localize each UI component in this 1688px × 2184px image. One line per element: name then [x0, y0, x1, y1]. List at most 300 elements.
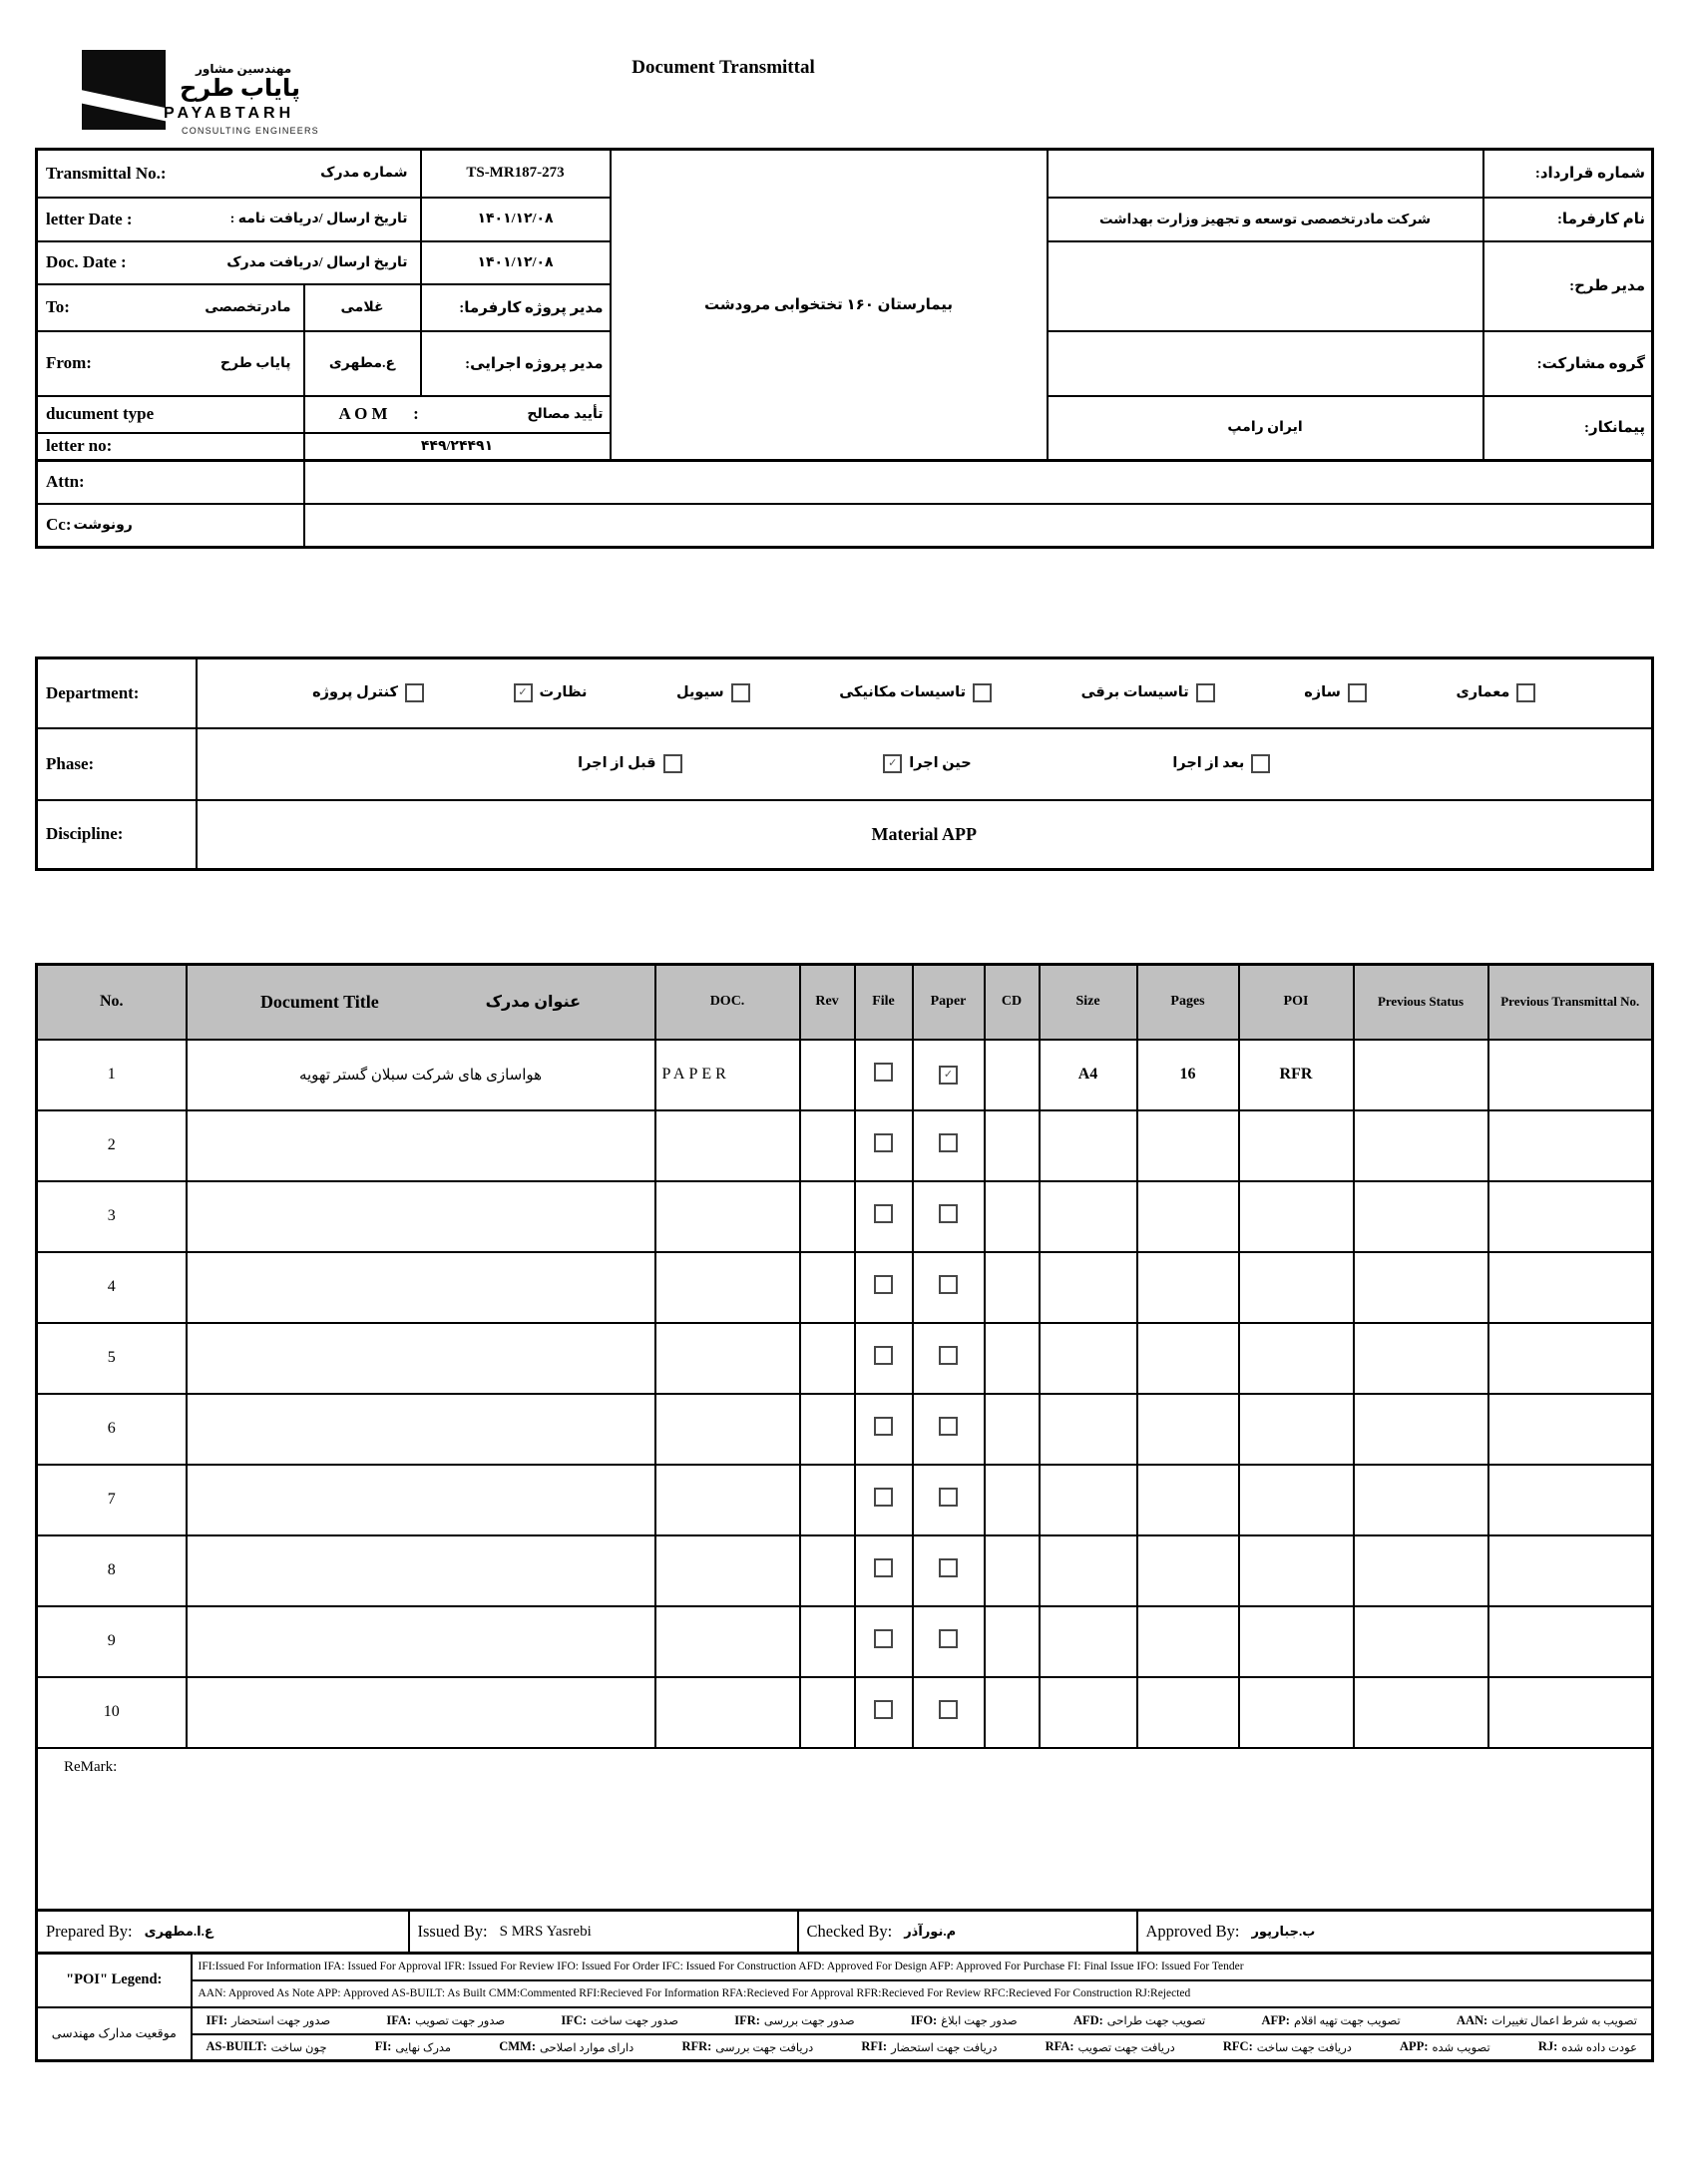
row-prev-status	[1354, 1465, 1488, 1535]
col-header-title-fa: عنوان مدرک	[485, 994, 582, 1012]
row-file-cell	[855, 1323, 913, 1394]
row-size	[1040, 1606, 1137, 1677]
legend-item-ifc	[561, 2013, 678, 2028]
client-pm-name: غلامی	[304, 284, 421, 331]
dept-option-label: سیویل	[676, 684, 724, 701]
row-cd	[985, 1394, 1040, 1465]
dept-option-label: کنترل پروژه	[312, 684, 398, 701]
col-header-title	[187, 965, 655, 1040]
doc-type-code: A O M :	[338, 404, 419, 423]
col-header-doc: DOC.	[655, 965, 800, 1040]
attn-label: Attn:	[46, 472, 85, 492]
row-cd	[985, 1323, 1040, 1394]
doc-date-label-cell	[37, 241, 421, 284]
row-doc	[655, 1181, 800, 1252]
cc-label: Cc:	[46, 515, 72, 535]
checkbox[interactable]	[874, 1346, 893, 1365]
letter-date-value: ۱۴۰۱/۱۲/۰۸	[421, 198, 611, 241]
checkbox[interactable]	[1196, 683, 1215, 702]
dept-option-civil	[676, 683, 750, 702]
row-rev	[800, 1323, 855, 1394]
doc-date-label-en: Doc. Date :	[46, 252, 127, 271]
col-header-pages: Pages	[1137, 965, 1239, 1040]
checkbox[interactable]	[731, 683, 750, 702]
checkbox[interactable]	[874, 1275, 893, 1294]
legend-item-afp	[1261, 2013, 1400, 2028]
row-pages	[1137, 1252, 1239, 1323]
legend-code: AFD:	[1072, 2012, 1103, 2027]
row-doc	[655, 1606, 800, 1677]
checked-by-label: Checked By:	[806, 1922, 893, 1941]
legend-text: صدور جهت تصویب	[415, 2015, 506, 2027]
row-prev-status	[1354, 1535, 1488, 1606]
letter-date-label-cell	[37, 198, 421, 241]
row-prev-transmittal	[1488, 1465, 1653, 1535]
dept-option-label: تاسیسات مکانیکی	[839, 684, 967, 701]
checkbox[interactable]	[939, 1204, 958, 1223]
row-pages	[1137, 1606, 1239, 1677]
signatures-row	[35, 1909, 1654, 1955]
legend-text: دریافت جهت تصویب	[1077, 2041, 1175, 2054]
contract-no-value	[1048, 150, 1483, 198]
legend-text: دارای موارد اصلاحی	[540, 2041, 634, 2054]
doc-date-value: ۱۴۰۱/۱۲/۰۸	[421, 241, 611, 284]
checkbox[interactable]	[939, 1275, 958, 1294]
row-prev-transmittal	[1488, 1535, 1653, 1606]
legend-code: RFI:	[861, 2039, 888, 2054]
legend-item-ifi	[207, 2013, 331, 2028]
letter-no-label: letter no:	[46, 436, 113, 456]
row-doc	[655, 1252, 800, 1323]
row-no: 8	[37, 1535, 187, 1606]
dept-option-label: معماری	[1456, 684, 1510, 701]
from-label: From:	[46, 353, 92, 372]
dept-option-electrical	[1081, 683, 1215, 702]
legend-item-ifr	[734, 2013, 854, 2028]
dept-option-label: نظارت	[539, 684, 588, 701]
legend-code: IFR:	[734, 2012, 760, 2027]
row-rev	[800, 1040, 855, 1110]
row-title	[187, 1110, 655, 1181]
row-file-cell	[855, 1465, 913, 1535]
partnership-value	[1048, 331, 1483, 396]
row-prev-status	[1354, 1323, 1488, 1394]
checkbox[interactable]	[1251, 754, 1270, 773]
remark-cell	[37, 1748, 1653, 1911]
row-paper-cell	[913, 1110, 985, 1181]
legend-text: صدور جهت استحضار	[231, 2015, 331, 2027]
row-no: 6	[37, 1394, 187, 1465]
approved-by-cell	[1137, 1911, 1653, 1954]
checkbox[interactable]	[874, 1063, 893, 1082]
row-title	[187, 1677, 655, 1748]
issued-by-cell	[409, 1911, 798, 1954]
fa-legend-line2	[192, 2034, 1653, 2061]
legend-code: RFR:	[681, 2039, 712, 2054]
row-file-cell	[855, 1394, 913, 1465]
legend-text: صدور جهت ساخت	[591, 2015, 678, 2027]
dept-option-mechanical	[839, 683, 992, 702]
checkbox[interactable]	[939, 1629, 958, 1648]
checkbox[interactable]	[663, 754, 682, 773]
row-title	[187, 1252, 655, 1323]
legend-text: تصویب جهت طراحی	[1106, 2015, 1206, 2027]
transmittal-info-table	[35, 148, 1654, 549]
documents-table	[35, 963, 1654, 1912]
discipline-value: Material APP	[197, 800, 1653, 870]
client-name-label: نام کارفرما:	[1483, 198, 1653, 241]
phase-option-label: بعد از اجرا	[1172, 755, 1245, 771]
legend-code: APP:	[1400, 2039, 1429, 2054]
phase-options-cell	[197, 728, 1653, 800]
legend-item-rj	[1538, 2039, 1637, 2054]
from-value: پایاب طرح	[219, 355, 291, 371]
cc-label-cell	[37, 504, 304, 548]
row-file-cell	[855, 1252, 913, 1323]
department-label: Department:	[37, 658, 197, 728]
legend-code: AFP:	[1261, 2012, 1290, 2027]
row-size	[1040, 1465, 1137, 1535]
legend-code: RFA:	[1045, 2039, 1074, 2054]
from-cell	[37, 331, 304, 396]
row-title	[187, 1323, 655, 1394]
row-prev-status	[1354, 1606, 1488, 1677]
logo-en-name: PAYABTARH	[164, 105, 295, 122]
row-prev-transmittal	[1488, 1394, 1653, 1465]
checkbox[interactable]	[874, 1204, 893, 1223]
row-pages	[1137, 1394, 1239, 1465]
legend-text: دریافت جهت ساخت	[1256, 2041, 1352, 2054]
legend-item-rfr	[681, 2039, 813, 2054]
dept-option-supervision	[514, 683, 588, 702]
table-row	[37, 1535, 1653, 1606]
legend-text: صدور جهت ابلاغ	[941, 2015, 1018, 2027]
row-prev-status	[1354, 1040, 1488, 1110]
table-row	[37, 1181, 1653, 1252]
legend-code: IFI:	[206, 2012, 228, 2027]
dept-option-label: سازه	[1304, 684, 1341, 701]
row-poi	[1239, 1677, 1354, 1748]
row-file-cell	[855, 1535, 913, 1606]
legend-item-asbuilt	[207, 2039, 327, 2054]
row-title	[187, 1394, 655, 1465]
col-header-no: No.	[37, 965, 187, 1040]
row-rev	[800, 1465, 855, 1535]
checkbox[interactable]	[939, 1346, 958, 1365]
legend-code: RFC:	[1222, 2039, 1253, 2054]
doc-type-label-cell	[37, 396, 304, 433]
row-rev	[800, 1606, 855, 1677]
legend-code: IFA:	[386, 2012, 412, 2027]
doc-type-value-cell	[304, 396, 611, 433]
poi-legend-line2: AAN: Approved As Note APP: Approved AS-BUILT: As Built CMM:Commented RFI:Recieved For Information RFA:Recieved For Approval RFR:Recieved For Review RFC:Recieved For Construction RJ:Rejected	[192, 1980, 1653, 2007]
row-rev	[800, 1181, 855, 1252]
row-doc	[655, 1394, 800, 1465]
col-header-file: File	[855, 965, 913, 1040]
row-title	[187, 1535, 655, 1606]
prepared-by-label: Prepared By:	[46, 1922, 133, 1941]
table-row	[37, 1606, 1653, 1677]
legend-text: دریافت جهت بررسی	[715, 2041, 814, 2054]
legend-text: چون ساخت	[270, 2041, 327, 2054]
checkbox[interactable]	[973, 683, 992, 702]
row-poi	[1239, 1606, 1354, 1677]
row-pages: 16	[1137, 1040, 1239, 1110]
table-row	[37, 1040, 1653, 1110]
row-prev-status	[1354, 1181, 1488, 1252]
logo-fa-name: پایاب طرح	[180, 76, 300, 102]
checked-by-cell	[798, 1911, 1137, 1954]
checkbox[interactable]	[874, 1629, 893, 1648]
dept-option-label: تاسیسات برقی	[1080, 684, 1189, 701]
doc-type-fa: تأیید مصالح	[527, 406, 604, 422]
col-header-title-en: Document Title	[259, 991, 379, 1012]
dept-option-architecture	[1456, 683, 1535, 702]
phase-label: Phase:	[37, 728, 197, 800]
row-prev-status	[1354, 1677, 1488, 1748]
row-title	[187, 1181, 655, 1252]
col-header-prev-status: Previous Status	[1354, 965, 1488, 1040]
row-paper-cell	[913, 1394, 985, 1465]
doc-type-label: ducument type	[46, 404, 155, 423]
row-size	[1040, 1110, 1137, 1181]
row-rev	[800, 1252, 855, 1323]
prepared-by-cell	[37, 1911, 409, 1954]
col-header-rev: Rev	[800, 965, 855, 1040]
row-prev-transmittal	[1488, 1606, 1653, 1677]
checkbox[interactable]	[1348, 683, 1367, 702]
legend-item-app	[1400, 2039, 1490, 2054]
row-rev	[800, 1677, 855, 1748]
contract-no-label: شماره قرارداد:	[1483, 150, 1653, 198]
table-row	[37, 1465, 1653, 1535]
row-file-cell	[855, 1606, 913, 1677]
row-prev-transmittal	[1488, 1040, 1653, 1110]
legend-table	[35, 1952, 1654, 2062]
row-size	[1040, 1323, 1137, 1394]
row-paper-cell	[913, 1040, 985, 1110]
executive-pm-name: ع.مطهری	[304, 331, 421, 396]
checkbox[interactable]	[939, 1558, 958, 1577]
row-size: A4	[1040, 1040, 1137, 1110]
row-prev-transmittal	[1488, 1677, 1653, 1748]
client-name-value: شرکت مادرتخصصی توسعه و تجهیز وزارت بهداشت	[1048, 198, 1483, 241]
row-pages	[1137, 1677, 1239, 1748]
row-paper-cell	[913, 1606, 985, 1677]
legend-item-ifo	[911, 2013, 1018, 2028]
row-rev	[800, 1535, 855, 1606]
row-paper-cell	[913, 1465, 985, 1535]
row-file-cell	[855, 1040, 913, 1110]
row-poi	[1239, 1110, 1354, 1181]
issued-by-name: S MRS Yasrebi	[499, 1923, 592, 1940]
row-cd	[985, 1110, 1040, 1181]
project-name: بیمارستان ۱۶۰ تختخوابی مرودشت	[611, 150, 1048, 461]
row-file-cell	[855, 1110, 913, 1181]
row-no: 1	[37, 1040, 187, 1110]
checkbox[interactable]: ✓	[883, 754, 902, 773]
row-doc	[655, 1465, 800, 1535]
checkbox[interactable]	[939, 1488, 958, 1507]
row-rev	[800, 1394, 855, 1465]
legend-code: FI:	[374, 2039, 392, 2054]
legend-item-rfa	[1046, 2039, 1175, 2054]
table-row	[37, 1677, 1653, 1748]
row-pages	[1137, 1465, 1239, 1535]
row-prev-transmittal	[1488, 1181, 1653, 1252]
remark-label: ReMark:	[64, 1758, 118, 1775]
table-row	[37, 1323, 1653, 1394]
row-pages	[1137, 1110, 1239, 1181]
phase-option-during	[883, 754, 971, 773]
row-prev-transmittal	[1488, 1323, 1653, 1394]
fa-legend-label: موقعیت مدارک مهندسی	[37, 2007, 192, 2061]
row-size	[1040, 1181, 1137, 1252]
doc-date-label-fa: تاریخ ارسال /دریافت مدرک	[226, 254, 408, 270]
row-no: 7	[37, 1465, 187, 1535]
logo-fa-tagline: مهندسین مشاور	[196, 62, 292, 76]
row-pages	[1137, 1181, 1239, 1252]
row-title	[187, 1465, 655, 1535]
design-manager-label: مدیر طرح:	[1483, 241, 1653, 331]
legend-text: تصویب به شرط اعمال تغییرات	[1491, 2015, 1637, 2027]
legend-code: IFC:	[561, 2012, 588, 2027]
contractor-value: ایران رامپ	[1048, 396, 1483, 461]
prepared-by-name: ع.ا.مطهری	[144, 1924, 213, 1939]
transmittal-no-label-fa: شماره مدرک	[320, 166, 408, 182]
checkbox[interactable]: ✓	[514, 683, 533, 702]
legend-item-afd	[1073, 2013, 1205, 2028]
row-no: 2	[37, 1110, 187, 1181]
row-cd	[985, 1040, 1040, 1110]
legend-code: RJ:	[1537, 2039, 1558, 2054]
phase-option-label: حین اجرا	[909, 755, 972, 771]
approved-by-label: Approved By:	[1145, 1922, 1240, 1941]
page-title: Document Transmittal	[632, 57, 815, 78]
to-label: To:	[46, 297, 70, 316]
table-row	[37, 1394, 1653, 1465]
row-prev-status	[1354, 1394, 1488, 1465]
legend-item-rfi	[861, 2039, 997, 2054]
row-poi	[1239, 1181, 1354, 1252]
fa-legend-line1	[192, 2007, 1653, 2034]
table-row	[37, 1252, 1653, 1323]
legend-text: صدور جهت بررسی	[763, 2015, 855, 2027]
row-no: 4	[37, 1252, 187, 1323]
legend-text: تصویب جهت تهیه اقلام	[1293, 2015, 1401, 2027]
row-size	[1040, 1252, 1137, 1323]
legend-code: IFO:	[910, 2012, 938, 2027]
row-no: 10	[37, 1677, 187, 1748]
transmittal-no-label-cell	[37, 150, 421, 198]
department-options-cell	[197, 658, 1653, 728]
row-no: 3	[37, 1181, 187, 1252]
col-header-prev-transmittal: Previous Transmittal No.	[1488, 965, 1653, 1040]
row-doc	[655, 1535, 800, 1606]
row-doc: PAPER	[655, 1040, 800, 1110]
row-poi	[1239, 1535, 1354, 1606]
logo-swoosh-icon	[82, 89, 166, 125]
legend-text: مدرک نهایی	[395, 2041, 452, 2054]
classification-table	[35, 656, 1654, 871]
row-prev-status	[1354, 1110, 1488, 1181]
col-header-cd: CD	[985, 965, 1040, 1040]
row-prev-status	[1354, 1252, 1488, 1323]
poi-legend-label: "POI" Legend:	[37, 1954, 192, 2007]
checkbox[interactable]	[939, 1700, 958, 1719]
legend-text: دریافت جهت استحضار	[891, 2041, 998, 2054]
checkbox[interactable]	[939, 1417, 958, 1436]
checkbox[interactable]	[405, 683, 424, 702]
letter-no-value: ۴۴۹/۲۴۴۹۱	[304, 433, 611, 461]
row-poi	[1239, 1465, 1354, 1535]
row-title: هواسازی های شرکت سبلان گستر تهویه	[187, 1040, 655, 1110]
logo-en-subtitle: CONSULTING ENGINEERS	[182, 126, 319, 136]
company-logo	[82, 50, 166, 130]
row-cd	[985, 1535, 1040, 1606]
checkbox[interactable]	[874, 1133, 893, 1152]
checkbox[interactable]	[874, 1558, 893, 1577]
checkbox[interactable]	[874, 1417, 893, 1436]
row-size	[1040, 1677, 1137, 1748]
checkbox[interactable]	[1516, 683, 1535, 702]
client-pm-label: مدیر پروژه کارفرما:	[421, 284, 611, 331]
transmittal-no-value: TS-MR187-273	[421, 150, 611, 198]
dept-option-control-project	[312, 683, 424, 702]
legend-item-aan	[1457, 2013, 1637, 2028]
legend-text: عودت داده شده	[1561, 2041, 1637, 2054]
attn-value	[304, 461, 1653, 504]
table-row	[37, 1110, 1653, 1181]
row-doc	[655, 1110, 800, 1181]
row-paper-cell	[913, 1677, 985, 1748]
row-size	[1040, 1535, 1137, 1606]
legend-code: CMM:	[499, 2039, 536, 2054]
row-doc	[655, 1323, 800, 1394]
letter-no-label-cell	[37, 433, 304, 461]
dept-option-structure	[1304, 683, 1367, 702]
legend-text: تصویب شده	[1432, 2041, 1490, 2054]
checkbox[interactable]	[939, 1133, 958, 1152]
legend-item-cmm	[499, 2039, 633, 2054]
row-prev-transmittal	[1488, 1110, 1653, 1181]
row-poi	[1239, 1252, 1354, 1323]
row-poi: RFR	[1239, 1040, 1354, 1110]
row-rev	[800, 1110, 855, 1181]
legend-code: AAN:	[1456, 2012, 1488, 2027]
row-cd	[985, 1181, 1040, 1252]
legend-item-fi	[375, 2039, 451, 2054]
to-cell	[37, 284, 304, 331]
phase-option-after	[1172, 754, 1270, 773]
row-cd	[985, 1606, 1040, 1677]
row-cd	[985, 1677, 1040, 1748]
row-cd	[985, 1465, 1040, 1535]
row-pages	[1137, 1535, 1239, 1606]
approved-by-name: ب.جبارپور	[1251, 1924, 1316, 1939]
row-pages	[1137, 1323, 1239, 1394]
checkbox[interactable]	[874, 1488, 893, 1507]
executive-pm-label: مدیر پروژه اجرایی:	[421, 331, 611, 396]
row-file-cell	[855, 1181, 913, 1252]
attn-label-cell	[37, 461, 304, 504]
checkbox[interactable]: ✓	[939, 1066, 958, 1085]
row-poi	[1239, 1394, 1354, 1465]
design-manager-value	[1048, 241, 1483, 331]
checkbox[interactable]	[874, 1700, 893, 1719]
legend-item-rfc	[1223, 2039, 1352, 2054]
issued-by-label: Issued By:	[417, 1922, 488, 1941]
